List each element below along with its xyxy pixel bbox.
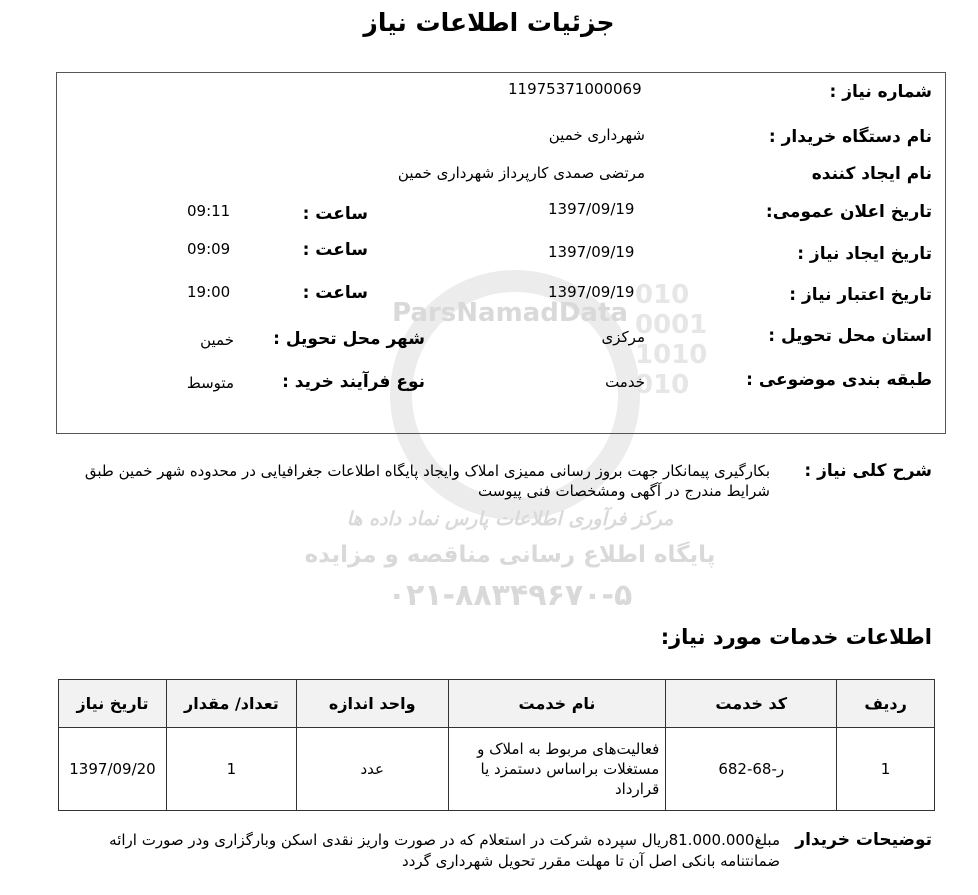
city-label: شهر محل تحویل :: [273, 329, 425, 349]
need-number: 11975371000069: [508, 80, 642, 98]
buyer-label: نام دستگاه خریدار :: [768, 127, 932, 147]
services-title: اطلاعات خدمات مورد نیاز:: [660, 625, 932, 649]
table-row: [59, 728, 935, 811]
buyer-name: شهرداری خمین: [548, 126, 645, 144]
watermark-line1: مرکز فرآوری اطلاعات پارس نماد داده ها: [346, 508, 674, 530]
cell-row: 1: [837, 728, 935, 811]
col-qty: تعداد/ مقدار: [167, 680, 297, 728]
create-time-label: ساعت :: [302, 240, 368, 260]
cell-code: ر-68-682: [666, 728, 837, 811]
valid-date: 1397/09/19: [548, 283, 635, 301]
table-header-row: [59, 680, 935, 728]
notes-label: توضیحات خریدار: [795, 830, 932, 850]
col-name: نام خدمت: [448, 680, 666, 728]
announce-date: 1397/09/19: [548, 200, 635, 218]
province-label: استان محل تحویل :: [768, 326, 932, 346]
valid-time-label: ساعت :: [302, 283, 368, 303]
process-label: نوع فرآیند خرید :: [282, 372, 425, 392]
col-unit: واحد اندازه: [296, 680, 448, 728]
cell-qty: 1: [167, 728, 297, 811]
description-label: شرح کلی نیاز :: [804, 461, 932, 481]
announce-date-label: تاریخ اعلان عمومی:: [765, 202, 932, 222]
need-number-label: شماره نیاز :: [829, 82, 932, 102]
creator-name: مرتضی صمدی کارپرداز شهرداری خمین: [397, 164, 645, 182]
category-label: طبقه بندی موضوعی :: [746, 370, 932, 390]
watermark-digits: 010 0001 1010 010: [635, 280, 708, 400]
cell-date: 1397/09/20: [59, 728, 167, 811]
watermark-line2: پایگاه اطلاع رسانی مناقصه و مزایده: [304, 542, 716, 568]
announce-time-label: ساعت :: [302, 204, 368, 224]
cell-name: فعالیت‌های مربوط به املاک و مستغلات براساس دستمزد یا قرارداد: [448, 728, 666, 811]
description-text: بکارگیری پیمانکار جهت بروز رسانی ممیزی املاک وایجاد پایگاه اطلاعات جغرافیایی در محدوده شهر خمین طبق شرایط مندرج در آگهی ومشخصات فنی پیوست: [84, 462, 770, 500]
col-code: کد خدمت: [666, 680, 837, 728]
category: خدمت: [605, 373, 645, 391]
create-time: 09:09: [187, 240, 231, 258]
creator-label: نام ایجاد کننده: [811, 164, 932, 184]
valid-date-label: تاریخ اعتبار نیاز :: [789, 285, 932, 305]
notes-text: مبلغ81.000.000ریال سپرده شرکت در استعلام که در صورت واریز نقدی اسکن وبارگزاری ودر صورت ارائه ضمانتنامه بانکی اصل آن تا مهلت مقرر تحویل شهرداری گردد: [109, 831, 780, 870]
valid-time: 19:00: [187, 283, 231, 301]
cell-unit: عدد: [296, 728, 448, 811]
col-row: ردیف: [837, 680, 935, 728]
create-date-label: تاریخ ایجاد نیاز :: [797, 244, 932, 264]
province: مرکزی: [601, 328, 645, 346]
announce-time: 09:11: [187, 202, 231, 220]
watermark-brand: ParsNamadData: [392, 298, 628, 328]
col-date: تاریخ نیاز: [59, 680, 167, 728]
create-date: 1397/09/19: [548, 243, 635, 261]
page-title: جزئیات اطلاعات نیاز: [363, 8, 615, 37]
watermark-phone: ۰۲۱-۸۸۳۴۹۶۷۰-۵: [387, 578, 633, 613]
services-table: [58, 679, 935, 811]
process: متوسط: [186, 374, 234, 392]
city: خمین: [200, 331, 234, 349]
